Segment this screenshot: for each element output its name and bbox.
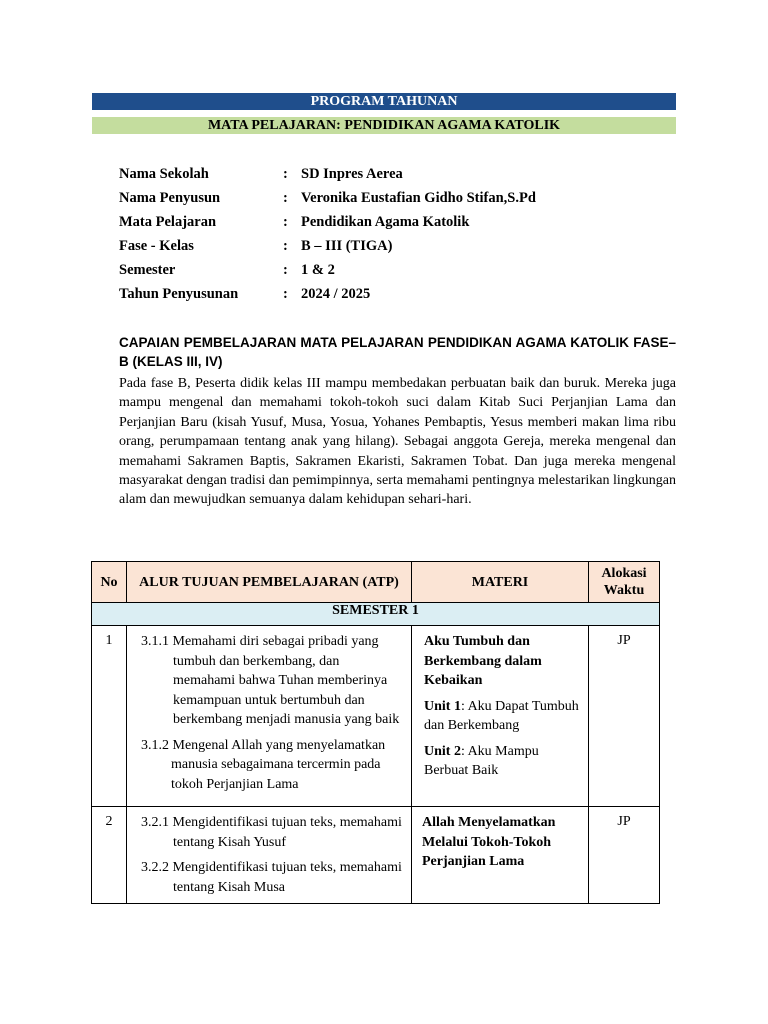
- info-row-phase: [119, 236, 536, 260]
- info-label: Nama Sekolah: [119, 166, 209, 182]
- atp-table: [91, 561, 660, 904]
- table-header-row: [92, 562, 660, 603]
- atp-cell: [127, 626, 412, 807]
- info-row-subject: [119, 212, 536, 236]
- materi-cell: [412, 807, 589, 904]
- info-label: Nama Penyusun: [119, 190, 221, 206]
- table-row: [92, 807, 660, 904]
- unit-label: Unit 1: [424, 698, 461, 714]
- info-label: Semester: [119, 262, 176, 278]
- materi-title: Allah Menyelamatkan Melalui Tokoh-Tokoh Perjanjian Lama: [422, 815, 556, 869]
- atp-cell: [127, 807, 412, 904]
- header-alokasi: Alokasi Waktu: [589, 562, 660, 603]
- semester-row: [92, 603, 660, 626]
- atp-item: 3.1.1 Memahami diri sebagai pribadi yang tumbuh dan berkembang, dan memahami bahwa Tuhan memberinya kemampuan untuk bertumbuh dan berkembang menjadi manusia yang baik: [141, 634, 400, 727]
- atp-item: 3.1.2 Mengenal Allah yang menyelamatkan manusia sebagaimana tercermin pada tokoh Perjanjian Lama: [141, 737, 386, 792]
- info-row-school: [119, 164, 536, 188]
- row-number: 2: [92, 807, 127, 904]
- atp-item: 3.2.1 Mengidentifikasi tujuan teks, memahami tentang Kisah Yusuf: [141, 815, 402, 850]
- info-colon: :: [283, 214, 288, 230]
- materi-cell: [412, 626, 589, 807]
- unit-label: Unit 2: [424, 743, 461, 759]
- capaian-heading: CAPAIAN PEMBELAJARAN MATA PELAJARAN PENDIDIKAN AGAMA KATOLIK FASE–B (KELAS III, IV): [119, 335, 676, 369]
- info-row-author: [119, 188, 536, 212]
- info-row-semester: [119, 260, 536, 284]
- unit-text: : Aku Mampu Berbuat Baik: [424, 743, 539, 778]
- alokasi-cell: JP: [589, 807, 660, 904]
- semester-label: SEMESTER 1: [92, 603, 660, 626]
- info-label: Fase - Kelas: [119, 238, 194, 254]
- unit-2: [424, 742, 582, 781]
- info-colon: :: [283, 166, 288, 182]
- alokasi-cell: JP: [589, 626, 660, 807]
- row-number: 1: [92, 626, 127, 807]
- info-colon: :: [283, 190, 288, 206]
- header-no: No: [92, 562, 127, 603]
- info-value: 2024 / 2025: [301, 286, 371, 302]
- document-title: PROGRAM TAHUNAN: [92, 93, 676, 110]
- info-colon: :: [283, 286, 288, 302]
- info-label: Tahun Penyusunan: [119, 286, 239, 302]
- info-colon: :: [283, 262, 288, 278]
- table-row: [92, 626, 660, 807]
- info-row-year: [119, 284, 536, 308]
- header-materi: MATERI: [412, 562, 589, 603]
- info-value: SD Inpres Aerea: [301, 166, 403, 182]
- info-value: Pendidikan Agama Katolik: [301, 214, 470, 230]
- identity-block: [119, 164, 536, 308]
- info-value: B – III (TIGA): [301, 238, 393, 254]
- atp-item: 3.2.2 Mengidentifikasi tujuan teks, memahami tentang Kisah Musa: [141, 860, 402, 895]
- info-label: Mata Pelajaran: [119, 214, 217, 230]
- info-value: 1 & 2: [301, 262, 335, 278]
- info-value: Veronika Eustafian Gidho Stifan,S.Pd: [301, 190, 536, 206]
- unit-1: [424, 697, 582, 736]
- info-colon: :: [283, 238, 288, 254]
- header-atp: ALUR TUJUAN PEMBELAJARAN (ATP): [127, 562, 412, 603]
- materi-title: Aku Tumbuh dan Berkembang dalam Kebaikan: [424, 634, 542, 688]
- document-subtitle: MATA PELAJARAN: PENDIDIKAN AGAMA KATOLIK: [92, 117, 676, 134]
- unit-text: : Aku Dapat Tumbuh dan Berkembang: [424, 698, 579, 733]
- capaian-paragraph: Pada fase B, Peserta didik kelas III mampu membedakan perbuatan baik dan buruk. Mereka juga mampu mengenal dan memahami tokoh-tokoh suci dalam Kitab Suci Perjanjian Lama dan Perjanjian Baru (kisah Yusuf, Musa, Yosua, Yohanes Pembaptis, Yesus memberi makan lima ribu orang, perumpamaan tentang anak yang hilang). Sebagai anggota Gereja, mereka mengenal dan memahami Sakramen Baptis, Sakramen Ekaristi, Sakramen Tobat. Dan juga mereka mengenal masyarakat dengan tradisi dan pemimpinnya, serta memahami pentingnya melestarikan lingkungan alam dan mewujudkan semuanya dalam kehidupan sehari-hari.: [119, 376, 676, 508]
